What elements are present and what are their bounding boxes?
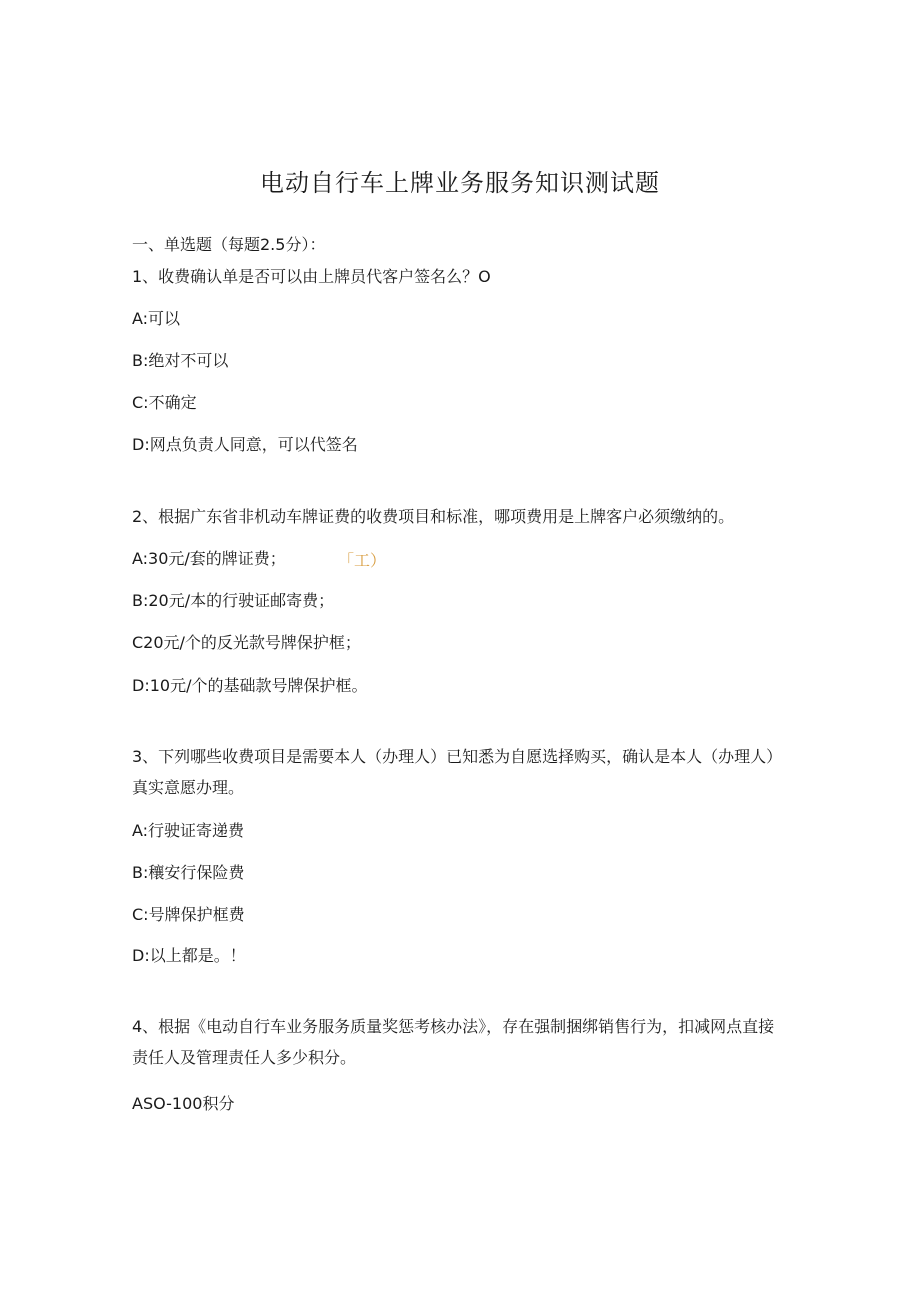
handwritten-mark: 「工） bbox=[338, 551, 387, 570]
question-3: 3、下列哪些收费项目是需要本人（办理人）已知悉为自愿选择购买，确认是本人（办理人）真实意愿办理。 bbox=[132, 747, 775, 797]
q2-option-c: C20元/个的反光款号牌保护框； bbox=[132, 633, 361, 652]
q2-option-d: D:10元/个的基础款号牌保护框。 bbox=[132, 676, 368, 695]
q1-option-a: A:可以 bbox=[132, 309, 181, 328]
question-4: 4、根据《电动自行车业务服务质量奖惩考核办法》，存在强制捆绑销售行为，扣减网点直接责任人及管理责任人多少积分。 bbox=[132, 1017, 775, 1067]
section-heading: 一、单选题（每题2.5分）： bbox=[132, 235, 326, 254]
q1-option-b: B:绝对不可以 bbox=[132, 351, 229, 370]
document-title: 电动自行车上牌业务服务知识测试题 bbox=[260, 169, 660, 197]
q2-option-a: A:30元/套的牌证费； bbox=[132, 549, 286, 568]
q3-option-a: A:行驶证寄递费 bbox=[132, 821, 245, 840]
q3-option-d: D:以上都是。！ bbox=[132, 946, 246, 965]
q4-option-a: ASO-100积分 bbox=[132, 1094, 235, 1113]
question-1: 1、收费确认单是否可以由上牌员代客户签名么？O bbox=[132, 267, 491, 286]
q1-option-c: C:不确定 bbox=[132, 393, 197, 412]
q3-option-b: B:穰安行保险费 bbox=[132, 863, 245, 882]
q1-option-d: D:网点负责人同意，可以代签名 bbox=[132, 435, 358, 454]
q3-option-c: C:号牌保护框费 bbox=[132, 905, 245, 924]
q2-option-b: B:20元/本的行驶证邮寄费； bbox=[132, 591, 335, 610]
question-2: 2、根据广东省非机动车牌证费的收费项目和标准，哪项费用是上牌客户必须缴纳的。 bbox=[132, 507, 735, 526]
